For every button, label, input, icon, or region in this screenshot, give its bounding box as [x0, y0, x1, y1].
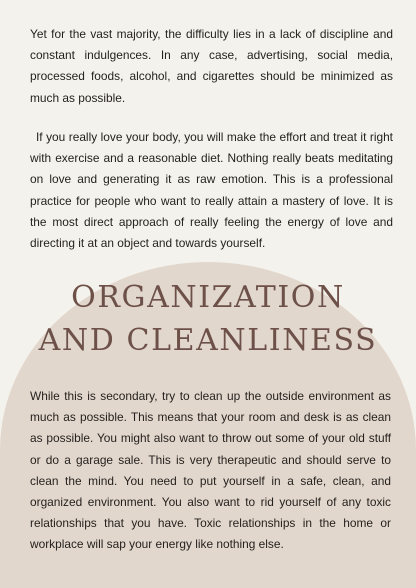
body-paragraph-discipline: Yet for the vast majority, the difficulty lies in a lack of discipline and constant indulgences. In any case, advertising, social media, processed foods, alcohol, and cigarettes should be minimized as much as possible. — [30, 27, 393, 105]
body-paragraph-love-body: If you really love your body, you will make the effort and treat it right with exercise and a reasonable diet. Nothing really beats meditating on love and generating it as raw emotion. This is a professional practice for people who want to really attain a mastery of love. It is the most direct approach of really feeling the energy of love and directing it at an object and towards yourself. — [30, 130, 393, 251]
section-heading — [0, 276, 416, 362]
body-paragraph-cleanliness: While this is secondary, try to clean up the outside environment as much as possible. This means that your room and desk is as clean as possible. You might also want to throw out some of your old stuff or do a garage sale. This is very therapeutic and should serve to clean the mind. You need to put yourself in a safe, clean, and organized environment. You also want to rid yourself of any toxic relationships that you have. Toxic relationships in the home or workplace will sap your energy like nothing else. — [30, 389, 391, 552]
section-heading-line-2: AND CLEANLINESS — [38, 323, 378, 358]
section-heading-line-1: ORGANIZATION — [71, 280, 345, 315]
